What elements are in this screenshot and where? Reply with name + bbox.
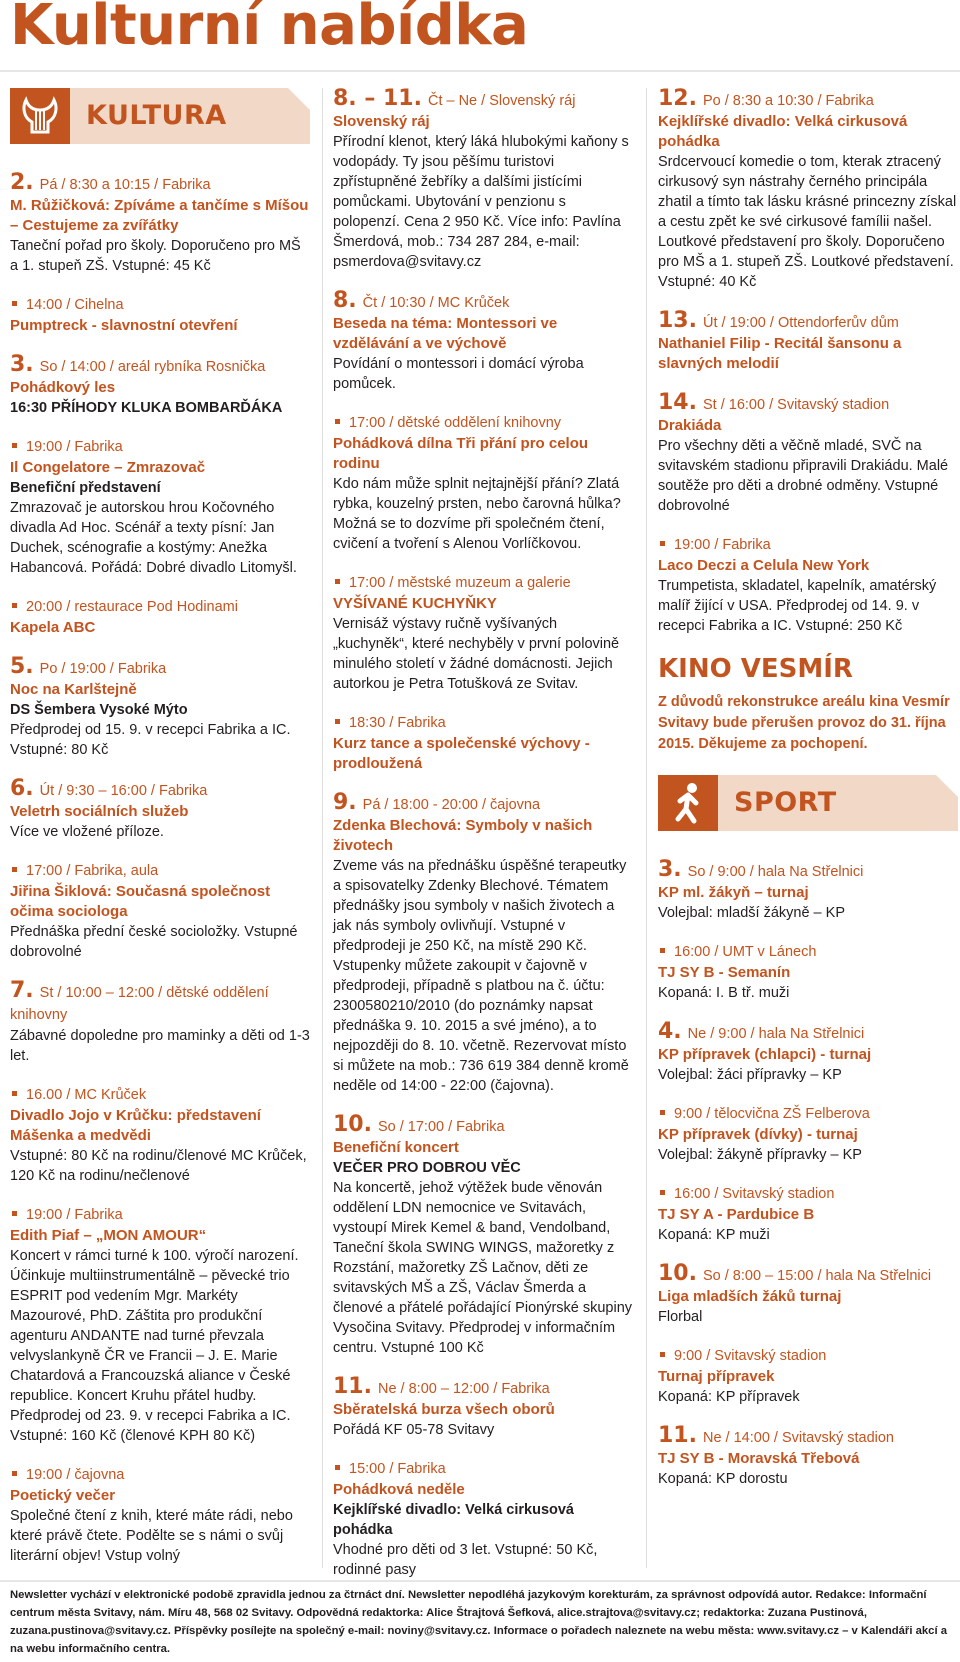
event-item bbox=[10, 436, 310, 578]
event-title: M. Růžičková: Zpíváme a tančíme s Míšou – Cestujeme za zvířátky bbox=[10, 197, 309, 234]
kultura-label: KULTURA bbox=[86, 100, 227, 131]
kultura-banner bbox=[10, 88, 310, 144]
sport-event-list bbox=[658, 859, 958, 1489]
event-header bbox=[333, 290, 633, 314]
event-item bbox=[10, 860, 310, 962]
column2-event-list bbox=[333, 88, 633, 1580]
event-description: Kopaná: KP muži bbox=[658, 1227, 770, 1243]
title-divider bbox=[0, 70, 960, 72]
event-day: 4. bbox=[658, 1019, 682, 1044]
culture-column bbox=[10, 88, 310, 1584]
event-description: Pořádá KF 05-78 Svitavy bbox=[333, 1422, 495, 1438]
event-meta: 18:30 / Fabrika bbox=[349, 715, 446, 731]
event-subtitle: Benefiční představení bbox=[10, 480, 161, 496]
event-header bbox=[10, 860, 310, 882]
event-meta: St / 10:00 – 12:00 / dětské oddělení knihovny bbox=[10, 985, 269, 1023]
event-item bbox=[658, 1021, 958, 1085]
page-title: Kulturní nabídka bbox=[10, 0, 529, 58]
event-meta: Ne / 14:00 / Svitavský stadion bbox=[702, 1430, 894, 1446]
event-header bbox=[10, 1084, 310, 1106]
event-header bbox=[10, 354, 310, 378]
event-item bbox=[658, 1345, 958, 1407]
event-header bbox=[333, 1114, 633, 1138]
event-header bbox=[333, 1458, 633, 1480]
bullet-icon bbox=[335, 579, 340, 584]
event-item bbox=[10, 656, 310, 760]
event-header bbox=[658, 534, 958, 556]
event-header bbox=[658, 1263, 958, 1287]
event-header bbox=[658, 941, 958, 963]
column-divider bbox=[646, 88, 647, 1568]
event-header bbox=[10, 294, 310, 316]
kino-notice: Z důvodů rekonstrukce areálu kina Vesmír Svitavy bude přerušen provoz do 31. října 2015. Děkujeme za pochopení. bbox=[658, 694, 950, 752]
event-item bbox=[658, 88, 958, 292]
banner-corner-fold bbox=[936, 775, 958, 797]
event-title: Jiřina Šiklová: Současná společnost očima sociologa bbox=[10, 883, 271, 920]
event-description: Pro všechny děti a věčně mladé, SVČ na svitavském stadionu připravili Drakiádu. Malé soutěže pro děti a drobné odměny. Vstupné dobrovolné bbox=[658, 438, 949, 514]
event-item bbox=[333, 1458, 633, 1580]
event-meta: 19:00 / Fabrika bbox=[674, 537, 771, 553]
event-description: Kopaná: KP přípravek bbox=[658, 1389, 800, 1405]
event-description: Trumpetista, skladatel, kapelník, amatérský malíř žijící v USA. Předprodej od 14. 9. v recepci Fabrika a IC. Vstupné: 250 Kč bbox=[658, 578, 937, 634]
event-day: 7. bbox=[10, 978, 34, 1003]
event-day: 10. bbox=[658, 1261, 697, 1286]
event-description: Přírodní klenot, který láká hlubokými kaňony s vodopády. Ty jsou pěšímu turistovi zpřístupněné žebříky a dalšími jistícími pomůckami. Ubytování v penzionu s polopenzí. Cena 2 950 Kč. Více info: Pavlína Šmerdová, mob.: 734 287 284, e-mail: psmerdova@svitavy.cz bbox=[333, 134, 629, 270]
event-day: 2. bbox=[10, 170, 34, 195]
event-header bbox=[333, 1376, 633, 1400]
event-item bbox=[10, 980, 310, 1066]
event-day: 3. bbox=[658, 857, 682, 882]
event-description: Volejbal: mladší žákyně – KP bbox=[658, 905, 845, 921]
event-meta: 16.00 / MC Krůček bbox=[26, 1087, 147, 1103]
event-description: Volejbal: žáci přípravky – KP bbox=[658, 1067, 842, 1083]
bullet-icon bbox=[335, 419, 340, 424]
event-header bbox=[10, 596, 310, 618]
event-meta: 16:00 / Svitavský stadion bbox=[674, 1186, 835, 1202]
event-item bbox=[333, 572, 633, 694]
bullet-icon bbox=[12, 1471, 17, 1476]
bullet-icon bbox=[12, 1091, 17, 1096]
event-title: KP ml. žákyň – turnaj bbox=[658, 884, 809, 901]
event-description: Více ve vložené příloze. bbox=[10, 824, 164, 840]
event-title: Edith Piaf – „MON AMOUR“ bbox=[10, 1227, 207, 1244]
event-day: 8. – 11. bbox=[333, 86, 422, 111]
event-header bbox=[658, 1103, 958, 1125]
event-day: 8. bbox=[333, 288, 357, 313]
bullet-icon bbox=[335, 1465, 340, 1470]
event-header bbox=[658, 1345, 958, 1367]
event-description: Povídání o montessori i domácí výroba pomůcek. bbox=[333, 356, 584, 392]
event-title: Il Congelatore – Zmrazovač bbox=[10, 459, 206, 476]
event-meta: Pá / 8:30 a 10:15 / Fabrika bbox=[39, 177, 211, 193]
event-meta: 17:00 / městské muzeum a galerie bbox=[349, 575, 571, 591]
event-subtitle: VEČER PRO DOBROU VĚC bbox=[333, 1160, 521, 1176]
event-title: Benefiční koncert bbox=[333, 1139, 459, 1156]
event-title: Drakiáda bbox=[658, 417, 722, 434]
event-item bbox=[658, 310, 958, 374]
event-meta: 20:00 / restaurace Pod Hodinami bbox=[26, 599, 238, 615]
event-item bbox=[333, 1114, 633, 1358]
bullet-icon bbox=[12, 301, 17, 306]
event-header bbox=[10, 172, 310, 196]
event-meta: 19:00 / Fabrika bbox=[26, 1207, 123, 1223]
event-header bbox=[333, 712, 633, 734]
event-title: Laco Deczi a Celula New York bbox=[658, 557, 870, 574]
event-day: 14. bbox=[658, 390, 697, 415]
event-item bbox=[10, 778, 310, 842]
newsletter-footer: Newsletter vychází v elektronické podobě zpravidla jednou za čtrnáct dní. Newsletter nepodléhá jazykovým korekturám, za správnost odpovídá autor. Redakce: Informační centrum města Svitavy, nám. Míru 48, 568 02 Svitavy. Odpovědná redaktorka: Alice Štrajtová Šefková, alice.strajtova@svitavy.cz; redaktorka: Zuzana Pustinová, zuzana.pustinova@svitavy.cz. Příspěvky posílejte na společný e-mail: noviny@svitavy.cz. Informace o pořadech naleznete na webu města: www.svitavy.cz – v Kalendáři akcí a na webu informačního centra. bbox=[10, 1589, 948, 1655]
event-meta: So / 17:00 / Fabrika bbox=[377, 1119, 505, 1135]
event-description: Na koncertě, jehož výtěžek bude věnován oddělení LDN nemocnice ve Svitavách, vystoupí Mirek Kemel & band, Vendolband, Taneční škola SWING WINGS, mažoretky z Rozstání, mažoretky ZŠ Lačnov, děti ze svitavských MŠ a ZŠ, Václav Šmerda a členové a přátelé pořádající Pionýrské skupiny Vysočina Svitavy. Předprodej v informačním centru. Vstupné 100 Kč bbox=[333, 1180, 633, 1356]
event-description: Taneční pořad pro školy. Doporučeno pro MŠ a 1. stupeň ZŠ. Vstupné: 45 Kč bbox=[10, 238, 301, 274]
event-title: Nathaniel Filip - Recitál šansonu a slavných melodií bbox=[658, 335, 902, 372]
event-header bbox=[658, 859, 958, 883]
event-header bbox=[333, 88, 633, 112]
event-item bbox=[658, 1183, 958, 1245]
event-header bbox=[10, 1464, 310, 1486]
event-header bbox=[658, 392, 958, 416]
event-header bbox=[658, 1183, 958, 1205]
event-title: Kapela ABC bbox=[10, 619, 96, 636]
event-meta: Po / 8:30 a 10:30 / Fabrika bbox=[702, 93, 874, 109]
sport-label: SPORT bbox=[734, 787, 837, 818]
culture-column-2 bbox=[333, 88, 633, 1598]
event-description: Kopaná: I. B tř. muži bbox=[658, 985, 790, 1001]
event-header bbox=[10, 436, 310, 458]
lyre-icon bbox=[10, 88, 70, 144]
event-meta: 15:00 / Fabrika bbox=[349, 1461, 446, 1477]
event-header bbox=[10, 980, 310, 1026]
event-meta: So / 14:00 / areál rybníka Rosnička bbox=[39, 359, 266, 375]
event-header bbox=[333, 412, 633, 434]
event-meta: Ne / 9:00 / hala Na Střelnici bbox=[687, 1026, 865, 1042]
event-day: 11. bbox=[333, 1374, 372, 1399]
event-meta: Čt – Ne / Slovenský ráj bbox=[427, 93, 576, 109]
event-meta: Út / 9:30 – 16:00 / Fabrika bbox=[39, 783, 208, 799]
kultura-event-list bbox=[10, 172, 310, 1566]
event-title: Noc na Karlštejně bbox=[10, 681, 137, 698]
event-header bbox=[658, 88, 958, 112]
event-item bbox=[10, 354, 310, 418]
event-meta: So / 9:00 / hala Na Střelnici bbox=[687, 864, 864, 880]
event-meta: So / 8:00 – 15:00 / hala Na Střelnici bbox=[702, 1268, 932, 1284]
event-description: Srdcervoucí komedie o tom, kterak ztracený cirkusový syn nástrahy černého principála zhatil a tímto tak lásku krásné princezny získal a cestu zpět ke své cirkusové famílii našel. Loutkové představení pro školy. Doporučeno pro MŠ a 1. stupeň ZŠ. Loutkové představení. Vstupné: 40 Kč bbox=[658, 154, 957, 290]
event-header bbox=[333, 572, 633, 594]
event-item bbox=[658, 1425, 958, 1489]
event-meta: Pá / 18:00 - 20:00 / čajovna bbox=[362, 797, 541, 813]
event-day: 11. bbox=[658, 1423, 697, 1448]
event-meta: Ne / 8:00 – 12:00 / Fabrika bbox=[377, 1381, 550, 1397]
event-title: Sběratelská burza všech oborů bbox=[333, 1401, 555, 1418]
event-description: Vernisáž výstavy ručně vyšívaných „kuchyněk“, které nechyběly v první polovině minulého století v žádné domácnosti. Jejich autorkou je Petra Totušková ze Svitav. bbox=[333, 616, 620, 692]
event-title: TJ SY B - Semanín bbox=[658, 964, 791, 981]
event-item bbox=[333, 712, 633, 774]
event-header bbox=[658, 310, 958, 334]
event-item bbox=[10, 1464, 310, 1566]
event-day: 3. bbox=[10, 352, 34, 377]
event-item bbox=[10, 1084, 310, 1186]
event-title: Divadlo Jojo v Krůčku: představení Mášenka a medvědi bbox=[10, 1107, 261, 1144]
event-description: Zmrazovač je autorskou hrou Kočovného divadla Ad Hoc. Scénář a texty písní: Jan Duchek, scénografie a kostýmy: Anežka Habancová. Pořádá: Dobré divadlo Litomyšl. bbox=[10, 500, 297, 576]
event-meta: 19:00 / Fabrika bbox=[26, 439, 123, 455]
event-header bbox=[10, 778, 310, 802]
event-item bbox=[333, 1376, 633, 1440]
event-description: Zveme vás na přednášku úspěšné terapeutky a spisovatelky Zdenky Blechové. Tématem přednášky jsou symboly v našich životech a jak nás symboly ovlivňují. Vstupné v předprodeji je 250 Kč, na místě 290 Kč. Vstupenky můžete zakoupit v čajovně v předprodeji, případně s platbou na č. účtu: 2300580210/2010 (do poznámky napsat přednáška 9. 10. 2015 a své jméno), a to nejpozději do 8. 10. včetně. Rezervovat místo si můžete na mob.: 736 619 384 denně kromě neděle od 14:00 - 22:00 (čajovna). bbox=[333, 858, 629, 1094]
event-item bbox=[333, 290, 633, 394]
bullet-icon bbox=[335, 719, 340, 724]
event-header bbox=[10, 656, 310, 680]
event-day: 10. bbox=[333, 1112, 372, 1137]
kino-title: KINO VESMÍR bbox=[658, 654, 853, 684]
event-title: Kurz tance a společenské výchovy - prodloužená bbox=[333, 735, 590, 772]
event-item bbox=[658, 1263, 958, 1327]
event-item bbox=[658, 392, 958, 516]
event-meta: 9:00 / Svitavský stadion bbox=[674, 1348, 827, 1364]
event-item bbox=[10, 172, 310, 276]
event-meta: 17:00 / dětské oddělení knihovny bbox=[349, 415, 562, 431]
culture-column-3 bbox=[658, 88, 958, 1507]
bullet-icon bbox=[660, 1190, 665, 1195]
event-item bbox=[10, 1204, 310, 1446]
event-title: Zdenka Blechová: Symboly v našich životech bbox=[333, 817, 593, 854]
event-day: 13. bbox=[658, 308, 697, 333]
event-title: Pohádková neděle bbox=[333, 1481, 465, 1498]
event-title: TJ SY A - Pardubice B bbox=[658, 1206, 815, 1223]
event-meta: Čt / 10:30 / MC Krůček bbox=[362, 295, 510, 311]
event-subtitle: 16:30 PŘÍHODY KLUKA BOMBARĎÁKA bbox=[10, 400, 283, 416]
event-description: Přednáška přední české socioložky. Vstupné dobrovolné bbox=[10, 924, 298, 960]
running-person-icon bbox=[658, 775, 718, 831]
event-title: VYŠÍVANÉ KUCHYŇKY bbox=[333, 595, 497, 612]
bullet-icon bbox=[660, 541, 665, 546]
bullet-icon bbox=[660, 1352, 665, 1357]
event-item bbox=[10, 294, 310, 336]
event-title: KP přípravek (dívky) - turnaj bbox=[658, 1126, 858, 1143]
event-day: 6. bbox=[10, 776, 34, 801]
event-title: Pumptreck - slavnostní otevření bbox=[10, 317, 238, 334]
event-day: 5. bbox=[10, 654, 34, 679]
bullet-icon bbox=[660, 948, 665, 953]
event-header bbox=[10, 1204, 310, 1226]
bullet-icon bbox=[12, 867, 17, 872]
bullet-icon bbox=[660, 1110, 665, 1115]
event-description: Předprodej od 15. 9. v recepci Fabrika a IC. Vstupné: 80 Kč bbox=[10, 722, 291, 758]
event-meta: 14:00 / Cihelna bbox=[26, 297, 124, 313]
event-item bbox=[333, 412, 633, 554]
event-title: TJ SY B - Moravská Třebová bbox=[658, 1450, 860, 1467]
event-description: Volejbal: žákyně přípravky – KP bbox=[658, 1147, 862, 1163]
event-description: Zábavné dopoledne pro maminky a děti od 1-3 let. bbox=[10, 1028, 310, 1064]
event-meta: 17:00 / Fabrika, aula bbox=[26, 863, 159, 879]
event-title: Pohádkový les bbox=[10, 379, 116, 396]
event-day: 9. bbox=[333, 790, 357, 815]
event-meta: Út / 19:00 / Ottendorferův dům bbox=[702, 315, 899, 331]
event-description: Kopaná: KP dorostu bbox=[658, 1471, 788, 1487]
bullet-icon bbox=[12, 1211, 17, 1216]
event-header bbox=[333, 792, 633, 816]
event-meta: 16:00 / UMT v Lánech bbox=[674, 944, 817, 960]
column3-event-list bbox=[658, 88, 958, 636]
event-description: Koncert v rámci turné k 100. výročí narození. Účinkuje multiinstrumentálně – pěvecké trio ESPRIT pod vedením Mgr. Markéty Mazourové, PhD. Záštita pro produkční agenturu ANDANTE nad turné převzala velvyslankyně ČR ve Francii – J. E. Marie Chatardová a Francouzská aliance v České republice. Koncert Kruhu přátel hudby. Předprodej od 23. 9. v recepci Fabrika a IC. Vstupné: 160 Kč (členové KPH 80 Kč) bbox=[10, 1248, 299, 1444]
event-item bbox=[658, 534, 958, 636]
event-title: Veletrh sociálních služeb bbox=[10, 803, 189, 820]
event-item bbox=[658, 941, 958, 1003]
event-subtitle: DS Šembera Vysoké Mýto bbox=[10, 702, 188, 718]
event-day: 12. bbox=[658, 86, 697, 111]
event-item bbox=[333, 88, 633, 272]
event-title: KP přípravek (chlapci) - turnaj bbox=[658, 1046, 872, 1063]
event-title: Poetický večer bbox=[10, 1487, 116, 1504]
event-meta: 19:00 / čajovna bbox=[26, 1467, 125, 1483]
event-meta: 9:00 / tělocvična ZŠ Felberova bbox=[674, 1106, 870, 1122]
bullet-icon bbox=[12, 603, 17, 608]
event-title: Liga mladších žáků turnaj bbox=[658, 1288, 842, 1305]
sport-banner bbox=[658, 775, 958, 831]
event-title: Slovenský ráj bbox=[333, 113, 430, 130]
footer-divider bbox=[0, 1580, 960, 1582]
event-meta: Po / 19:00 / Fabrika bbox=[39, 661, 167, 677]
event-title: Kejklířské divadlo: Velká cirkusová pohádka bbox=[658, 113, 908, 150]
event-header bbox=[658, 1425, 958, 1449]
event-item bbox=[658, 859, 958, 923]
event-description: Florbal bbox=[658, 1309, 703, 1325]
event-title: Turnaj přípravek bbox=[658, 1368, 775, 1385]
event-title: Pohádková dílna Tři přání pro celou rodinu bbox=[333, 435, 589, 472]
event-description: Vstupné: 80 Kč na rodinu/členové MC Krůček, 120 Kč na rodinu/nečlenové bbox=[10, 1148, 307, 1184]
event-description: Společné čtení z knih, které máte rádi, nebo které právě čtete. Podělte se s námi o svůj literární objev! Vstup volný bbox=[10, 1508, 293, 1564]
event-item bbox=[10, 596, 310, 638]
event-subtitle: Kejklířské divadlo: Velká cirkusová pohádka bbox=[333, 1502, 574, 1538]
event-meta: St / 16:00 / Svitavský stadion bbox=[702, 397, 890, 413]
banner-corner-fold bbox=[288, 88, 310, 110]
bullet-icon bbox=[12, 443, 17, 448]
event-header bbox=[658, 1021, 958, 1045]
event-description: Kdo nám může splnit nejtajnější přání? Zlatá rybka, kouzelný prsten, nebo čarovná hůlka? Možná se to dozvíme při společném čtení, cvičení a tvoření s Alenou Vorlíčkovou. bbox=[333, 476, 621, 552]
event-item bbox=[658, 1103, 958, 1165]
column-divider bbox=[322, 88, 323, 1568]
event-title: Beseda na téma: Montessori ve vzdělávání a ve výchově bbox=[333, 315, 558, 352]
event-description: Vhodné pro děti od 3 let. Vstupné: 50 Kč, rodinné pasy bbox=[333, 1542, 598, 1578]
event-item bbox=[333, 792, 633, 1096]
